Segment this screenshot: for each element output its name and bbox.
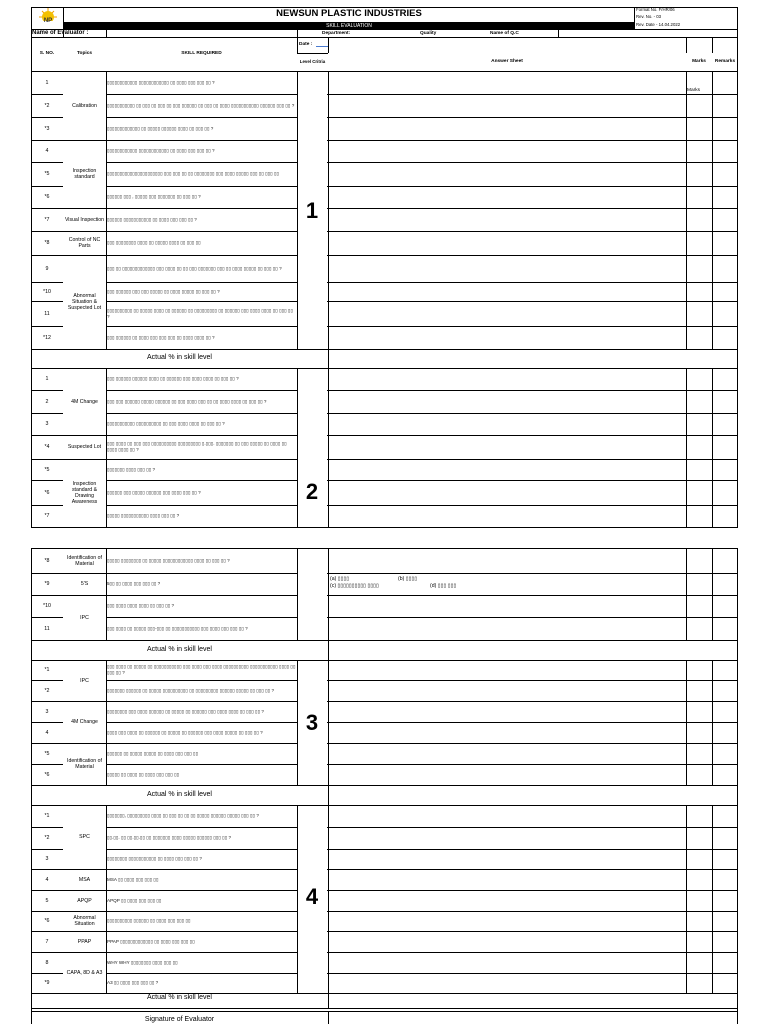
row-skill-required: ▯▯▯▯ ▯▯▯ ▯▯▯▯ ▯▯ ▯▯▯▯▯▯ ▯▯ ▯▯▯▯▯ ▯▯ ▯▯▯▯▯▯ ▯▯▯ ▯▯▯▯ ▯▯▯▯▯ ▯▯ ▯▯▯ ▯▯ ? — [107, 729, 263, 735]
row-sno: 4 — [45, 148, 49, 154]
row-sno: *6 — [44, 918, 50, 924]
marks-cell[interactable] — [687, 806, 711, 827]
row-skill-required: ▯▯▯▯▯▯ ▯▯ ▯▯▯▯▯ ▯▯▯▯▯ ▯▯ ▯▯▯▯ ▯▯▯ ▯▯▯ ▯▯ — [107, 750, 199, 756]
level-number: 4 — [305, 884, 319, 909]
topic-label: APQP — [63, 890, 106, 911]
answer-cell[interactable] — [329, 681, 685, 701]
marks-cell[interactable] — [687, 436, 711, 459]
signature-label: Signature of Evaluator — [144, 1016, 215, 1023]
answer-cell[interactable] — [329, 828, 685, 849]
row-sno: *2 — [44, 835, 50, 841]
row-sno: 3 — [45, 708, 49, 715]
marks-cell[interactable] — [687, 618, 711, 640]
marks-cell[interactable] — [687, 596, 711, 617]
col-topics: Topics — [76, 51, 93, 56]
row-sno: *10 — [43, 603, 51, 609]
row-skill-required: MSA ▯▯ ▯▯▯▯ ▯▯▯ ▯▯▯ ▯▯ — [107, 876, 159, 882]
row-skill-required: ▯▯▯▯▯▯▯, ▯▯▯▯▯▯▯▯▯ ▯▯▯▯ ▯▯ ▯▯▯ ▯▯ ▯▯ ▯▯ ▯▯▯▯▯ ▯▯▯▯▯▯ ▯▯▯▯▯ ▯▯▯ ▯▯ ? — [107, 813, 259, 819]
row-skill-required: ▯▯▯▯▯▯▯▯▯▯▯ ▯▯ ▯▯▯ ▯▯ ▯▯▯ ▯▯ ▯▯▯ ▯▯▯▯▯▯ ▯▯ ▯▯▯ ▯▯ ▯▯▯▯ ▯▯▯▯▯▯▯▯▯▯▯ ▯▯▯▯▯▯ ▯▯▯ ▯▯ ? — [107, 102, 295, 108]
topic-label: SPC — [63, 805, 106, 869]
row-sno: 1 — [45, 376, 49, 382]
company-name: NEWSUN PLASTIC INDUSTRIES — [276, 8, 422, 19]
row-sno: *5 — [44, 750, 50, 757]
topic-label: PPAP — [63, 931, 106, 952]
topic-label: 4M Change — [63, 368, 106, 435]
topic-label: Inspection standard — [63, 140, 106, 208]
row-skill-required: ▯▯.▯▯. ▯▯ ▯▯.▯▯.▯▯ ▯▯ ▯▯▯▯▯▯▯ ▯▯▯▯ ▯▯▯▯▯ ▯▯▯▯▯▯ ▯▯▯ ▯▯ ? — [107, 835, 232, 841]
answer-cell[interactable] — [329, 460, 685, 480]
marks-note: Marks — [687, 88, 701, 93]
level-number: 2 — [305, 479, 319, 504]
row-skill-required: ▯▯▯▯▯▯ ▯▯▯ , ▯▯▯▯▯ ▯▯▯ ▯▯▯▯▯▯▯ ▯▯ ▯▯▯ ▯▯ ? — [107, 194, 201, 200]
qc-label: Name of Q.C — [490, 31, 519, 36]
row-sno: 3 — [45, 421, 49, 427]
topic-label: Inspection standard & Drawing Awareness — [63, 459, 106, 527]
answer-cell[interactable] — [329, 806, 685, 827]
topic-label: Control of NC Parts — [63, 231, 106, 255]
answer-cell[interactable] — [329, 870, 685, 890]
row-skill-required: ▯▯▯▯▯▯▯▯▯▯ ▯▯▯▯▯▯ ▯▯ ▯▯▯▯ ▯▯▯ ▯▯▯ ▯▯ — [107, 918, 191, 924]
answer-cell[interactable] — [329, 974, 685, 993]
marks-cell[interactable] — [687, 95, 711, 117]
row-skill-required: 5▯▯ ▯▯ ▯▯▯▯ ▯▯▯ ▯▯▯ ▯▯ ? — [107, 581, 161, 587]
topic-label: IPC — [63, 595, 106, 640]
row-sno: *7 — [44, 513, 50, 519]
marks-cell[interactable] — [687, 932, 711, 952]
row-skill-required: ▯▯▯ ▯▯▯▯▯▯▯▯ ▯▯▯▯ ▯▯ ▯▯▯▯▯ ▯▯▯▯ ▯▯ ▯▯▯ ▯▯ — [107, 240, 201, 246]
col-marks: Marks — [692, 59, 706, 64]
marks-cell[interactable] — [687, 723, 711, 743]
row-skill-required: ▯▯▯▯▯▯ ▯▯▯▯▯▯▯▯▯▯▯ ▯▯ ▯▯▯▯ ▯▯▯ ▯▯▯ ▯▯ ? — [107, 216, 197, 222]
row-sno: *4 — [44, 444, 50, 450]
answer-cell[interactable] — [329, 327, 685, 349]
answer-cell[interactable] — [329, 414, 685, 435]
row-sno: 5 — [45, 897, 49, 904]
row-skill-required: ▯▯▯▯▯ ▯▯▯▯▯▯▯▯▯▯▯ ▯▯▯▯ ▯▯▯ ▯▯ ? — [107, 513, 180, 519]
answer-cell[interactable] — [329, 369, 685, 390]
col-sno: S. NO. — [39, 51, 55, 56]
topic-label: 4M Change — [63, 701, 106, 743]
row-skill-required: ▯▯▯▯▯▯▯▯ ▯▯▯▯▯▯▯▯▯▯▯ ▯▯ ▯▯▯▯ ▯▯▯ ▯▯▯ ▯▯ ? — [107, 856, 202, 862]
row-skill-required: ▯▯▯ ▯▯▯▯▯▯ ▯▯ ▯▯▯▯ ▯▯▯ ▯▯▯ ▯▯▯ ▯▯ ▯▯▯▯ ▯▯▯▯ ▯▯ ? — [107, 334, 215, 340]
topic-label: Suspected Lot — [63, 435, 106, 459]
row-sno: *5 — [44, 466, 50, 473]
answer-cell[interactable] — [329, 436, 685, 459]
actual-percent-label: Actual % in skill level — [147, 791, 212, 798]
row-sno: *12 — [43, 334, 51, 341]
department-value: Quality — [420, 31, 437, 36]
answer-cell[interactable] — [329, 661, 685, 680]
marks-cell[interactable] — [687, 118, 711, 140]
answer-cell[interactable] — [329, 95, 685, 117]
date-label: Date : — [299, 42, 313, 47]
row-skill-required: WHY WHY ▯▯▯▯▯▯▯▯ ▯▯▯▯ ▯▯▯ ▯▯ — [107, 959, 178, 965]
row-sno: *2 — [44, 102, 50, 109]
marks-cell[interactable] — [687, 391, 711, 413]
marks-cell[interactable] — [687, 209, 711, 231]
actual-percent-label: Actual % in skill level — [147, 354, 212, 361]
marks-cell[interactable] — [687, 232, 711, 255]
col-skill: SKILL REQUIRED — [181, 51, 222, 56]
row-skill-required: ▯▯▯▯▯▯ ▯▯▯ ▯▯▯▯▯ ▯▯▯▯▯▯ ▯▯▯ ▯▯▯▯ ▯▯▯ ▯▯ ? — [107, 489, 201, 495]
answer-option-a: (a) ▯▯▯▯ — [330, 576, 350, 582]
marks-cell[interactable] — [687, 283, 711, 301]
row-sno: *1 — [44, 813, 50, 819]
actual-percent-label: Actual % in skill level — [147, 646, 212, 653]
answer-cell[interactable] — [329, 912, 685, 931]
row-skill-required: ▯▯▯ ▯▯ ▯▯▯▯▯▯▯▯▯▯▯▯▯ ▯▯▯ ▯▯▯▯ ▯▯ ▯▯ ▯▯▯ ▯▯▯▯▯▯▯ ▯▯▯ ▯▯ ▯▯▯▯ ▯▯▯▯▯ ▯▯ ▯▯▯ ▯▯ ? — [107, 265, 282, 271]
answer-cell[interactable] — [329, 702, 685, 722]
date-field[interactable] — [316, 42, 328, 47]
marks-cell[interactable] — [687, 302, 711, 326]
answer-cell[interactable] — [329, 850, 685, 869]
row-skill-required: ▯▯▯▯▯▯▯▯▯▯▯▯ ▯▯▯▯▯▯▯▯▯▯▯▯ ▯▯ ▯▯▯▯ ▯▯▯ ▯▯▯ ▯▯ ? — [107, 148, 215, 154]
row-sno: *6 — [44, 489, 50, 496]
marks-cell[interactable] — [687, 460, 711, 480]
row-skill-required: ▯▯▯▯▯▯▯ ▯▯▯▯ ▯▯▯ ▯▯ ? — [107, 466, 156, 472]
answer-cell[interactable] — [329, 618, 685, 640]
marks-cell[interactable] — [687, 912, 711, 931]
row-sno: 7 — [45, 938, 49, 945]
marks-cell[interactable] — [687, 661, 711, 680]
topic-label: Calibration — [63, 71, 106, 140]
topic-label: CAPA, 8D & A3 — [63, 952, 106, 993]
marks-cell[interactable] — [687, 141, 711, 162]
row-sno: *6 — [44, 194, 50, 200]
row-sno: *3 — [44, 125, 50, 132]
topic-label: IPC — [63, 660, 106, 701]
topic-label: 5'S — [63, 573, 106, 595]
row-skill-required: ▯▯▯▯▯ ▯▯▯▯▯▯▯▯ ▯▯ ▯▯▯▯▯ ▯▯▯▯▯▯▯▯▯▯▯▯ ▯▯▯▯ ▯▯ ▯▯▯ ▯▯ ? — [107, 557, 230, 563]
row-skill-required: ▯▯▯▯▯▯▯ ▯▯▯▯▯▯ ▯▯ ▯▯▯▯▯ ▯▯▯▯▯▯▯▯▯▯ ▯▯ ▯▯▯▯▯▯▯▯▯ ▯▯▯▯▯▯ ▯▯▯▯▯ ▯▯ ▯▯▯ ▯▯ ? — [107, 687, 275, 693]
answer-option-c: (c) ▯▯▯▯▯▯▯▯▯▯ ▯▯▯▯ — [330, 583, 379, 589]
answer-cell[interactable] — [329, 302, 685, 326]
answer-cell[interactable] — [329, 574, 685, 595]
col-answer: Answer Sheet — [491, 59, 523, 64]
row-sno: *5 — [44, 171, 50, 177]
row-skill-required: ▯▯▯▯▯▯▯▯▯▯▯▯▯ ▯▯ ▯▯▯▯▯ ▯▯▯▯▯▯ ▯▯▯▯ ▯▯ ▯▯▯ ▯▯ ? — [107, 125, 214, 131]
answer-cell[interactable] — [329, 932, 685, 952]
row-sno: 8 — [45, 959, 49, 966]
format-no: Format No. F/HR/06 — [636, 7, 675, 12]
col-remarks: Remarks — [714, 59, 736, 64]
row-sno: *9 — [44, 581, 50, 587]
row-skill-required: ▯▯▯▯▯▯▯▯▯▯ ▯▯ ▯▯▯▯▯ ▯▯▯▯ ▯▯ ▯▯▯▯▯▯ ▯▯ ▯▯▯▯▯▯▯▯▯ ▯▯ ▯▯▯▯▯▯ ▯▯▯ ▯▯▯▯ ▯▯▯▯ ▯▯ ▯▯▯ ▯▯ ? — [107, 307, 293, 319]
answer-cell[interactable] — [329, 891, 685, 911]
row-sno: 11 — [44, 625, 50, 632]
rev-no: Rev. No. - 03 — [636, 14, 661, 19]
marks-cell[interactable] — [687, 549, 711, 573]
marks-cell[interactable] — [687, 828, 711, 849]
marks-cell[interactable] — [687, 765, 711, 785]
marks-cell[interactable] — [687, 953, 711, 973]
row-sno: 1 — [45, 79, 49, 86]
row-skill-required: ▯▯▯ ▯▯▯▯▯▯ ▯▯▯▯▯▯ ▯▯▯▯ ▯▯ ▯▯▯▯▯▯ ▯▯▯ ▯▯▯▯ ▯▯▯▯ ▯▯ ▯▯▯ ▯▯ ? — [107, 376, 239, 382]
evaluator-label: Name of Evaluator : — [32, 30, 89, 36]
marks-cell[interactable] — [687, 327, 711, 349]
row-skill-required: PPAP ▯▯▯▯▯▯▯▯▯▯▯▯▯ ▯▯ ▯▯▯▯ ▯▯▯ ▯▯▯ ▯▯ — [107, 938, 195, 944]
row-sno: *8 — [44, 557, 50, 564]
answer-cell[interactable] — [329, 953, 685, 973]
marks-cell[interactable] — [687, 850, 711, 869]
answer-cell[interactable] — [329, 232, 685, 255]
answer-cell[interactable] — [329, 506, 685, 527]
marks-cell[interactable] — [687, 891, 711, 911]
row-sno: 3 — [45, 856, 49, 862]
actual-percent-label: Actual % in skill level — [147, 994, 212, 1001]
row-skill-required: ▯▯▯ ▯▯▯▯ ▯▯ ▯▯▯ ▯▯▯ ▯▯▯▯▯▯▯▯▯▯ ▯▯▯▯▯▯▯▯▯ ▯.▯▯▯. ▯▯▯▯▯▯▯ ▯▯ ▯▯▯ ▯▯▯▯▯ ▯▯ ▯▯▯▯ ▯▯ ▯▯▯▯ ▯▯▯▯ ▯▯ ? — [107, 441, 287, 452]
topic-label: Visual Inspection — [63, 208, 106, 231]
row-sno: *7 — [44, 216, 50, 223]
subtitle: SKILL EVALUATION — [326, 22, 372, 29]
marks-cell[interactable] — [687, 187, 711, 208]
marks-cell[interactable] — [687, 681, 711, 701]
row-sno: 9 — [45, 265, 49, 272]
row-skill-required: ▯▯▯▯▯▯▯▯ ▯▯▯ ▯▯▯▯ ▯▯▯▯▯▯ ▯▯ ▯▯▯▯▯ ▯▯ ▯▯▯▯▯▯ ▯▯▯ ▯▯▯▯ ▯▯▯▯ ▯▯ ▯▯▯ ▯▯ ? — [107, 708, 264, 714]
answer-cell[interactable] — [329, 744, 685, 764]
row-skill-required: ▯▯▯ ▯▯▯ ▯▯▯▯▯▯ ▯▯▯▯▯ ▯▯▯▯▯▯ ▯▯ ▯▯▯ ▯▯▯▯ ▯▯▯ ▯▯ ▯▯ ▯▯▯▯ ▯▯▯▯ ▯▯ ▯▯▯ ▯▯ ? — [107, 398, 267, 404]
row-sno: 11 — [44, 310, 50, 317]
marks-cell[interactable] — [687, 506, 711, 527]
row-skill-required: ▯▯▯ ▯▯▯▯ ▯▯ ▯▯▯▯▯ ▯▯ ▯▯▯▯▯▯▯▯▯▯▯ ▯▯▯ ▯▯▯▯ ▯▯▯ ▯▯▯▯ ▯▯▯▯▯▯▯▯▯▯ ▯▯▯▯▯▯▯▯▯▯▯ ▯▯▯▯ ▯▯ ▯▯▯ ▯▯ ? — [107, 664, 296, 675]
row-skill-required: ▯▯▯▯▯▯▯▯▯▯▯▯ ▯▯▯▯▯▯▯▯▯▯▯▯ ▯▯ ▯▯▯▯ ▯▯▯ ▯▯▯ ▯▯ ? — [107, 79, 215, 85]
marks-cell[interactable] — [687, 702, 711, 722]
marks-cell[interactable] — [687, 744, 711, 764]
row-sno: *1 — [44, 667, 50, 673]
row-skill-required: ▯▯▯▯▯▯▯▯▯▯▯▯▯▯▯▯▯▯▯▯▯▯ ▯▯▯ ▯▯▯ ▯▯ ▯▯ ▯▯▯▯▯▯▯▯ ▯▯▯ ▯▯▯▯ ▯▯▯▯▯ ▯▯▯ ▯▯ ▯▯▯ ▯▯ — [107, 171, 280, 177]
row-skill-required: ▯▯▯ ▯▯▯▯▯▯ ▯▯▯ ▯▯▯ ▯▯▯▯▯ ▯▯ ▯▯▯▯ ▯▯▯▯▯ ▯▯ ▯▯▯ ▯▯ ? — [107, 288, 220, 294]
row-skill-required: ▯▯▯▯▯ ▯▯ ▯▯▯▯ ▯▯ ▯▯▯▯ ▯▯▯ ▯▯▯ ▯▯ — [107, 771, 180, 777]
answer-cell[interactable] — [329, 549, 685, 573]
rev-date: Rev. Date - 14.04.2022 — [636, 22, 681, 27]
marks-cell[interactable] — [687, 414, 711, 435]
marks-cell[interactable] — [687, 256, 711, 282]
answer-cell[interactable] — [329, 391, 685, 413]
answer-cell[interactable] — [329, 118, 685, 140]
topic-label: Identification of Material — [63, 743, 106, 785]
row-skill-required: A3 ▯▯ ▯▯▯▯ ▯▯▯ ▯▯▯ ▯▯ ? — [107, 980, 159, 986]
level-number: 1 — [305, 198, 319, 223]
row-sno: *9 — [44, 980, 50, 986]
marks-cell[interactable] — [687, 870, 711, 890]
row-skill-required: ▯▯▯▯▯▯▯▯▯▯▯ ▯▯▯▯▯▯▯▯▯▯ ▯▯ ▯▯▯ ▯▯▯▯ ▯▯▯▯ ▯▯ ▯▯▯ ▯▯ ? — [107, 421, 225, 427]
marks-cell[interactable] — [687, 574, 711, 595]
answer-cell[interactable] — [329, 723, 685, 743]
row-sno: *6 — [44, 771, 50, 778]
row-skill-required: APQP ▯▯ ▯▯▯▯ ▯▯▯ ▯▯▯ ▯▯ — [107, 897, 162, 903]
department-label: Department: — [322, 31, 351, 36]
logo-text: NP — [43, 18, 53, 24]
marks-cell[interactable] — [687, 163, 711, 186]
row-skill-required: ▯▯▯ ▯▯▯▯ ▯▯ ▯▯▯▯▯ ▯▯▯-▯▯▯ ▯▯ ▯▯▯▯▯▯▯▯▯▯▯ ▯▯▯ ▯▯▯▯ ▯▯▯ ▯▯▯ ▯▯ ? — [107, 625, 248, 631]
topic-label: Identification of Material — [63, 548, 106, 573]
row-sno: 4 — [45, 729, 49, 736]
marks-cell[interactable] — [687, 369, 711, 390]
col-level: Level Critria — [299, 59, 326, 64]
answer-cell[interactable] — [329, 596, 685, 617]
topic-label: Abnormal Situation & Suspected Lot — [63, 255, 106, 349]
row-skill-required: ▯▯▯ ▯▯▯▯ ▯▯▯▯ ▯▯▯▯ ▯▯ ▯▯▯ ▯▯ ? — [107, 603, 175, 609]
row-sno: *8 — [44, 240, 50, 246]
topic-label: MSA — [63, 869, 106, 890]
answer-option-b: (b) ▯▯▯▯ — [398, 576, 418, 582]
answer-cell[interactable] — [329, 481, 685, 505]
marks-cell[interactable] — [687, 481, 711, 505]
answer-cell[interactable] — [329, 283, 685, 301]
answer-option-d: (d) ▯▯▯ ▯▯▯ — [430, 583, 457, 589]
answer-cell[interactable] — [329, 209, 685, 231]
answer-cell[interactable] — [329, 163, 685, 186]
answer-cell[interactable] — [329, 187, 685, 208]
answer-cell[interactable] — [329, 256, 685, 282]
row-sno: *10 — [43, 288, 51, 295]
row-sno: 4 — [45, 876, 49, 883]
answer-cell[interactable] — [329, 72, 685, 94]
answer-cell[interactable] — [329, 141, 685, 162]
row-sno: 2 — [45, 398, 49, 405]
level-number: 3 — [305, 710, 319, 735]
answer-cell[interactable] — [329, 765, 685, 785]
topic-label: Abnormal Situation — [63, 911, 106, 931]
row-sno: *2 — [44, 687, 50, 694]
marks-cell[interactable] — [687, 974, 711, 993]
